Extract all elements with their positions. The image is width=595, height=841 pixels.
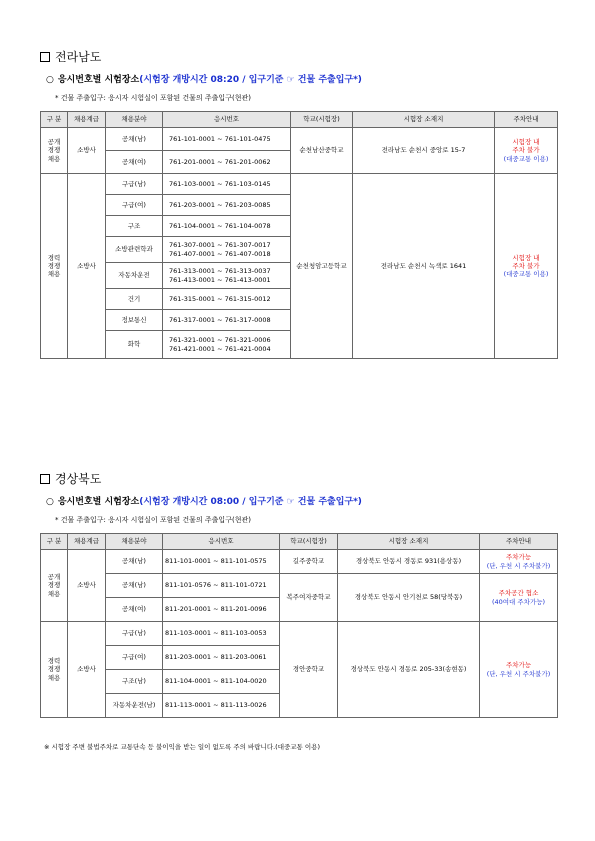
parking-line: (40여대 주차가능) [491, 597, 546, 606]
parking-cell [495, 174, 558, 359]
address-cell: 전라남도 순천시 중앙로 15-7 [353, 128, 495, 174]
number-range-cell: 761-307-0001 ~ 761-307-0017 761-407-0001 ~ 761-407-0018 [163, 237, 291, 263]
parking-line: (대중교통 이용) [503, 270, 549, 279]
number-range-cell: 761-321-0001 ~ 761-321-0006 761-421-0001 ~ 761-421-0004 [163, 331, 291, 359]
parking-line: (단, 우천 시 주차불가) [486, 669, 551, 678]
parking-cell [480, 574, 558, 622]
parking-line: 시험장 내 [512, 138, 540, 147]
rank-cell: 소방사 [68, 174, 106, 359]
field-cell: 구조 [106, 216, 163, 237]
field-cell: 공채(여) [106, 598, 163, 622]
parking-cell [480, 622, 558, 718]
address-cell: 경상북도 안동시 안기천로 58(당북동) [338, 574, 480, 622]
parking-line: (대중교통 이용) [503, 154, 549, 163]
school-cell: 경안중학교 [280, 622, 338, 718]
parking-line: 주차 불가 [512, 146, 540, 155]
parking-cell [495, 128, 558, 174]
number-range-cell: 761-103-0001 ~ 761-103-0145 [163, 174, 291, 195]
section-subtitle [46, 72, 362, 85]
number-range-cell: 811-113-0001 ~ 811-113-0026 [163, 694, 280, 718]
header-cell: 응시번호 [163, 534, 280, 550]
header-cell: 응시번호 [163, 112, 291, 128]
address-cell: 경상북도 안동시 경동로 205-33(송현동) [338, 622, 480, 718]
number-range-cell: 761-315-0001 ~ 761-315-0012 [163, 289, 291, 310]
rank-cell: 소방사 [68, 550, 106, 622]
parking-line: 주차공간 협소 [498, 589, 539, 598]
field-cell: 구급(여) [106, 646, 163, 670]
number-range-cell: 761-104-0001 ~ 761-104-0078 [163, 216, 291, 237]
region-name: 전라남도 [55, 50, 102, 64]
number-range-cell: 761-203-0001 ~ 761-203-0085 [163, 195, 291, 216]
rank-cell: 소방사 [68, 128, 106, 174]
school-cell: 순천남산중학교 [291, 128, 353, 174]
field-cell: 공채(여) [106, 151, 163, 174]
table-row [41, 574, 558, 598]
field-cell: 자동차운전 [106, 263, 163, 289]
field-cell: 공채(남) [106, 574, 163, 598]
field-cell: 공채(남) [106, 550, 163, 574]
field-cell: 정보통신 [106, 310, 163, 331]
header-cell: 채용계급 [68, 534, 106, 550]
address-cell: 전라남도 순천시 녹색로 1641 [353, 174, 495, 359]
field-cell: 공채(남) [106, 128, 163, 151]
header-cell: 학교(시험장) [280, 534, 338, 550]
school-cell: 길주중학교 [280, 550, 338, 574]
region-title-jeonnam [40, 48, 101, 65]
rank-cell: 소방사 [68, 622, 106, 718]
field-cell: 구급(남) [106, 622, 163, 646]
address-cell: 경상북도 안동시 경동로 931(용상동) [338, 550, 480, 574]
parking-line: 주차가능 [505, 553, 532, 562]
header-cell: 학교(시험장) [291, 112, 353, 128]
section-subtitle [46, 494, 362, 507]
header-cell: 시험장 소재지 [353, 112, 495, 128]
parking-cell [480, 550, 558, 574]
number-range-cell: 761-101-0001 ~ 761-101-0475 [163, 128, 291, 151]
parking-line: 시험장 내 [512, 253, 540, 262]
region-title-gyeongbuk [40, 470, 101, 487]
number-range-cell: 761-317-0001 ~ 761-317-0008 [163, 310, 291, 331]
school-cell: 순천청암고등학교 [291, 174, 353, 359]
subtitle-detail: (시험장 개방시간 08:00 / 입구기준 ☞ 건물 주출입구*) [139, 497, 362, 507]
table-row [41, 622, 558, 646]
field-cell: 화학 [106, 331, 163, 359]
parking-line: 주차 불가 [512, 261, 540, 270]
exam-site-table-gyeongbuk [40, 533, 558, 718]
number-range-cell: 811-101-0001 ~ 811-101-0575 [163, 550, 280, 574]
header-cell: 시험장 소재지 [338, 534, 480, 550]
subtitle-prefix: 응시번호별 시험장소 [57, 75, 140, 85]
field-cell: 자동차운전(남) [106, 694, 163, 718]
category-cell: 공개 경쟁 채용 [41, 128, 68, 174]
checkbox-square-icon [40, 52, 50, 62]
exam-site-table-jeonnam [40, 111, 558, 359]
category-cell: 경력 경쟁 채용 [41, 622, 68, 718]
number-range-cell: 761-201-0001 ~ 761-201-0062 [163, 151, 291, 174]
number-range-cell: 811-104-0001 ~ 811-104-0020 [163, 670, 280, 694]
checkbox-square-icon [40, 474, 50, 484]
field-cell: 구급(남) [106, 174, 163, 195]
table-header-row [41, 534, 558, 550]
header-cell: 구 분 [41, 112, 68, 128]
parking-line: (단, 우천 시 주차불가) [486, 561, 551, 570]
parking-line: 주차가능 [505, 661, 532, 670]
header-cell: 주차안내 [480, 534, 558, 550]
header-cell: 주차안내 [495, 112, 558, 128]
entrance-note: * 건물 주출입구: 응시자 시험실이 포함된 건물의 주출입구(현관) [55, 516, 251, 524]
header-cell: 채용계급 [68, 112, 106, 128]
circle-bullet-icon: ○ [46, 497, 54, 507]
table-row [41, 128, 558, 151]
number-range-cell: 811-103-0001 ~ 811-103-0053 [163, 622, 280, 646]
number-range-cell: 811-201-0001 ~ 811-201-0096 [163, 598, 280, 622]
field-cell: 구조(남) [106, 670, 163, 694]
table-row [41, 174, 558, 195]
number-range-cell: 761-313-0001 ~ 761-313-0037 761-413-0001 ~ 761-413-0001 [163, 263, 291, 289]
header-cell: 채용분야 [106, 112, 163, 128]
number-range-cell: 811-101-0576 ~ 811-101-0721 [163, 574, 280, 598]
circle-bullet-icon: ○ [46, 75, 54, 85]
header-cell: 구 분 [41, 534, 68, 550]
footnote: ※ 시험장 주변 불법주차로 교통단속 등 불이익을 받는 일이 없도록 주의 바랍니다.(대중교통 이용) [44, 743, 320, 751]
entrance-note: * 건물 주출입구: 응시자 시험실이 포함된 건물의 주출입구(현관) [55, 94, 251, 102]
number-range-cell: 811-203-0001 ~ 811-203-0061 [163, 646, 280, 670]
field-cell: 소방관련학과 [106, 237, 163, 263]
category-cell: 경력 경쟁 채용 [41, 174, 68, 359]
header-cell: 채용분야 [106, 534, 163, 550]
school-cell: 복주여자중학교 [280, 574, 338, 622]
field-cell: 건기 [106, 289, 163, 310]
region-name: 경상북도 [55, 472, 102, 486]
subtitle-detail: (시험장 개방시간 08:20 / 입구기준 ☞ 건물 주출입구*) [139, 75, 362, 85]
subtitle-prefix: 응시번호별 시험장소 [57, 497, 140, 507]
table-row [41, 550, 558, 574]
table-header-row [41, 112, 558, 128]
field-cell: 구급(여) [106, 195, 163, 216]
category-cell: 공개 경쟁 채용 [41, 550, 68, 622]
